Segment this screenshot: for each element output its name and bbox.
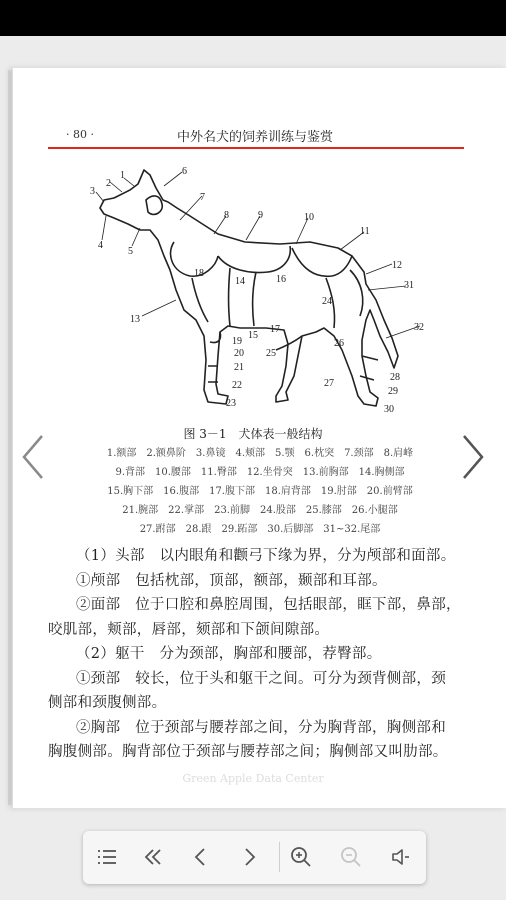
zoom-out-icon — [339, 845, 363, 869]
watermark: Green Apple Data Center — [182, 772, 324, 785]
dog-anatomy-figure — [80, 160, 440, 425]
list-icon — [95, 845, 119, 869]
svg-text:8: 8 — [224, 210, 229, 221]
speaker-icon — [389, 845, 413, 869]
chevron-left-icon — [189, 845, 213, 869]
svg-text:22: 22 — [232, 380, 242, 391]
svg-text:13: 13 — [130, 314, 140, 325]
zoom-in-button[interactable] — [283, 839, 319, 875]
svg-text:25: 25 — [266, 348, 276, 359]
svg-text:32: 32 — [414, 322, 424, 333]
toc-button[interactable] — [89, 839, 125, 875]
chevron-right-icon — [237, 845, 261, 869]
page-number: · 80 · — [66, 128, 94, 141]
paragraph-line: ①颈部 较长，位于头和躯干之间。可分为颈背侧部，颈 — [76, 670, 446, 687]
svg-text:7: 7 — [200, 192, 205, 203]
paragraph-line: ①颅部 包括枕部，顶部，额部，颞部和耳部。 — [76, 572, 387, 589]
svg-text:27: 27 — [324, 378, 334, 389]
svg-text:3: 3 — [90, 186, 95, 197]
legend-line: 15.胸下部 16.腹部 17.腹下部 18.肩背部 19.肘部 20.前臂部 — [107, 486, 413, 497]
paragraph-line: （1）头部 以内眼角和颧弓下缘为界，分为颅部和面部。 — [76, 548, 456, 564]
legend-line: 27.跗部 28.跟 29.跖部 30.后脚部 31~32.尾部 — [139, 524, 381, 535]
svg-text:9: 9 — [258, 210, 263, 221]
paragraph-line: （2）躯干 分为颈部，胸部和腰部，荐臀部。 — [76, 646, 382, 662]
svg-text:5: 5 — [128, 246, 133, 257]
svg-text:20: 20 — [234, 348, 244, 359]
double-chevron-left-icon — [141, 845, 165, 869]
header-rule — [48, 147, 464, 149]
prev-button[interactable] — [183, 839, 219, 875]
svg-text:23: 23 — [226, 398, 236, 409]
svg-text:17: 17 — [270, 324, 280, 335]
zoom-out-button[interactable] — [333, 839, 369, 875]
chevron-left-icon — [18, 432, 48, 482]
prev-page-button[interactable] — [18, 432, 48, 482]
svg-text:26: 26 — [334, 338, 344, 349]
reader-toolbar — [83, 831, 426, 884]
toolbar-divider — [279, 842, 280, 872]
svg-text:18: 18 — [194, 268, 204, 279]
svg-text:21: 21 — [234, 362, 244, 373]
svg-text:12: 12 — [392, 260, 402, 271]
figure-caption: 图 3－1 犬体表一般结构 — [183, 427, 323, 441]
paragraph-line: 胸腹侧部。胸背部位于颈部与腰荐部之间；胸侧部又叫肋部。 — [48, 744, 448, 760]
body-text — [48, 544, 468, 765]
paragraph-line: 侧部和颈腹侧部。 — [48, 695, 167, 711]
zoom-in-icon — [289, 845, 313, 869]
svg-text:2: 2 — [106, 178, 111, 189]
svg-text:30: 30 — [384, 404, 394, 415]
svg-text:10: 10 — [304, 212, 314, 223]
svg-text:1: 1 — [120, 170, 125, 181]
read-aloud-button[interactable] — [383, 839, 419, 875]
figure-legend — [50, 444, 470, 539]
svg-text:19: 19 — [232, 336, 242, 347]
svg-text:16: 16 — [276, 274, 286, 285]
svg-text:29: 29 — [388, 386, 398, 397]
page-header — [52, 124, 464, 146]
book-title: 中外名犬的饲养训练与鉴赏 — [177, 130, 334, 145]
dog-outline — [100, 170, 398, 406]
svg-text:15: 15 — [248, 330, 258, 341]
svg-text:24: 24 — [322, 296, 332, 307]
svg-text:31: 31 — [404, 280, 414, 291]
svg-text:11: 11 — [360, 226, 370, 237]
legend-line: 21.腕部 22.掌部 23.前脚 24.股部 25.膝部 26.小腿部 — [122, 505, 398, 516]
next-button[interactable] — [231, 839, 267, 875]
chevron-right-icon — [458, 432, 488, 482]
paragraph-line: ②胸部 位于颈部与腰荐部之间，分为胸背部，胸侧部和 — [76, 719, 446, 736]
legend-line: 1.额部 2.额鼻阶 3.鼻镜 4.颊部 5.颚 6.枕突 7.颈部 8.肩峰 — [106, 448, 414, 459]
next-page-button[interactable] — [458, 432, 488, 482]
svg-text:14: 14 — [235, 276, 245, 287]
legend-line: 9.背部 10.腰部 11.臀部 12.坐骨突 13.前胸部 14.胸侧部 — [115, 467, 405, 478]
paragraph-line: 咬肌部，颊部，唇部，颏部和下颌间隙部。 — [48, 621, 330, 638]
svg-text:6: 6 — [182, 166, 187, 177]
svg-text:4: 4 — [98, 240, 103, 251]
status-bar — [0, 0, 506, 36]
figure-labels — [90, 166, 424, 415]
first-page-button[interactable] — [135, 839, 171, 875]
svg-text:28: 28 — [390, 372, 400, 383]
paragraph-line: ②面部 位于口腔和鼻腔周围，包括眼部，眶下部，鼻部， — [76, 597, 461, 613]
